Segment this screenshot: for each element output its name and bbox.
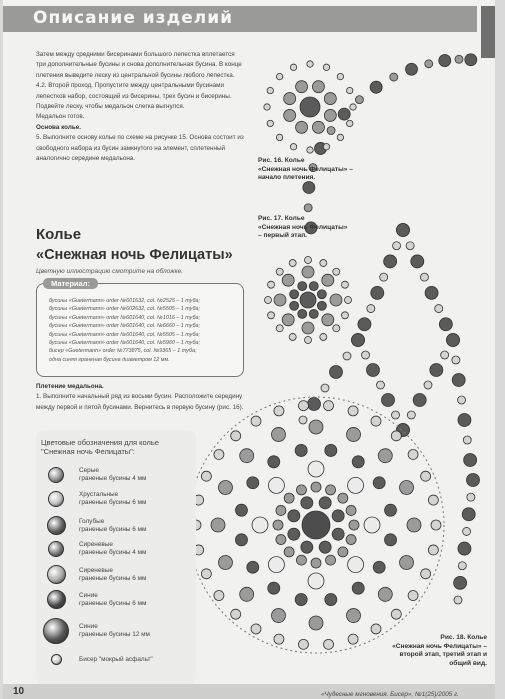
legend-label	[79, 623, 150, 639]
bead	[289, 260, 296, 267]
bead	[348, 406, 358, 416]
bead	[352, 334, 365, 347]
bead	[346, 505, 356, 515]
bead	[341, 281, 348, 288]
bead	[327, 126, 335, 134]
bead	[284, 547, 294, 557]
bead	[463, 436, 471, 444]
bead	[341, 312, 348, 319]
bead	[400, 556, 414, 570]
bead	[276, 505, 286, 515]
legend-label	[79, 491, 146, 507]
bead	[347, 609, 361, 623]
legend-label-line: граненые бусины 6 мм	[79, 599, 147, 607]
bead	[301, 541, 313, 553]
bead	[309, 616, 323, 630]
bead	[268, 557, 284, 573]
bead	[320, 333, 327, 340]
material-item: бусины «Guetermann» order №601640, col. №6660 – 1 туба;	[49, 323, 201, 330]
bead	[295, 444, 307, 456]
bead	[430, 364, 443, 377]
bead	[380, 273, 388, 281]
bead	[337, 134, 343, 140]
bead	[289, 333, 296, 340]
bead	[358, 318, 371, 331]
bead-swatch-icon	[47, 516, 66, 535]
bead	[463, 527, 471, 535]
legend-item	[43, 590, 146, 609]
bead	[408, 449, 418, 459]
material-item: бусины «Guetermann» order №601640, col. №5960 – 1 туба;	[49, 340, 201, 347]
bead	[467, 474, 480, 487]
center-bead	[302, 511, 330, 539]
bead	[454, 576, 467, 589]
bead	[298, 401, 308, 411]
bead	[308, 398, 321, 411]
bead	[391, 609, 401, 619]
legend-label-line: граненые бусины 4 мм	[79, 475, 147, 482]
bead	[299, 416, 307, 424]
bead	[218, 556, 232, 570]
legend-label	[79, 541, 146, 557]
legend-item	[43, 541, 146, 557]
bead	[311, 482, 321, 492]
bead	[435, 305, 443, 313]
bead	[324, 93, 336, 105]
bead	[452, 374, 465, 387]
bead	[214, 591, 224, 601]
bead	[268, 582, 280, 594]
bead	[377, 381, 385, 389]
bead	[349, 520, 359, 530]
page-sheet	[3, 0, 495, 699]
bead	[288, 510, 300, 522]
bead	[382, 394, 395, 407]
bead	[428, 545, 438, 555]
bead	[252, 517, 268, 533]
bead	[276, 535, 286, 545]
bead	[425, 286, 438, 299]
bead	[308, 461, 324, 477]
legend-item	[43, 618, 150, 644]
bead	[425, 60, 433, 68]
bead	[268, 281, 275, 288]
legend-label-line: Сиреневые	[79, 566, 113, 574]
bead	[322, 274, 334, 286]
legend-title: Цветовые обозначения для колье "Снежная ночь Фелицаты":	[41, 438, 159, 456]
bead	[355, 96, 363, 104]
bead	[271, 427, 285, 441]
bead	[274, 406, 284, 416]
bead	[305, 337, 312, 344]
bead	[317, 301, 326, 310]
bead	[317, 290, 326, 299]
material-item: одна синяя граненая бусина диаметром 12 мм.	[49, 356, 170, 363]
material-item: бисер «Guetermann» order №773875, col. №9365 – 1 туба;	[49, 348, 197, 355]
bead	[201, 471, 211, 481]
bead	[332, 528, 344, 540]
intro-paragraph-1: Затем между средними бисеринами большого лепестка вплетается три дополнительные бусины и снова дополнительная бусина. В конце плетения выведите леску из центральной бусины любого лепестка.	[36, 51, 242, 79]
bead	[337, 73, 343, 79]
bead	[338, 493, 348, 503]
legend-label-line: Бисер "мокрый асфальт"	[79, 655, 153, 663]
bead	[211, 518, 225, 532]
bead	[321, 384, 329, 392]
bead	[439, 55, 451, 67]
bead	[312, 81, 324, 93]
bead-swatch-icon	[47, 565, 66, 584]
caption-line: Рис. 17. Колье	[258, 215, 305, 222]
section-subtitle: «Снежная ночь Фелицаты»	[36, 247, 233, 263]
bead	[235, 504, 247, 516]
page-number: 10	[13, 686, 25, 697]
bead	[464, 454, 477, 467]
bead	[420, 273, 428, 281]
bead	[320, 260, 327, 267]
bead	[325, 444, 337, 456]
bead	[295, 594, 307, 606]
bead	[467, 493, 475, 501]
legend-label	[79, 467, 146, 483]
bead	[298, 309, 307, 318]
caption-line: «Снежная ночь Фелицаты» –	[392, 642, 487, 650]
bead	[312, 121, 324, 133]
bead	[322, 314, 334, 326]
bead	[214, 449, 224, 459]
bead	[408, 591, 418, 601]
bead	[458, 562, 466, 570]
bead	[296, 485, 306, 495]
bead	[284, 493, 294, 503]
bead	[421, 471, 431, 481]
bead	[348, 557, 364, 573]
bead	[367, 364, 380, 377]
bead	[407, 411, 415, 419]
material-item: бусины «Guetermann» order №601640, col. №1016 – 1 туба;	[49, 314, 201, 321]
bead	[458, 542, 471, 555]
legend-label-line: граненые бусины 6 мм	[79, 499, 147, 506]
bead	[271, 609, 285, 623]
bead	[367, 305, 375, 313]
bead	[345, 297, 352, 304]
bead	[284, 109, 296, 121]
bead	[309, 309, 318, 318]
bead	[441, 351, 449, 359]
bead	[307, 61, 313, 67]
weaving-paragraph: 1. Выполните начальный ряд из восьми бусин. Расположите середину между первой и пятой бусинами. Вернитесь в первую бусину (рис. 16).	[36, 393, 244, 411]
bead	[390, 73, 398, 81]
bead	[364, 517, 380, 533]
bead	[350, 104, 356, 110]
page-title: Описание изделий	[33, 8, 234, 28]
bead	[282, 314, 294, 326]
material-item: бусины «Guetermann» order №601640, col. №5505 – 1 туба;	[49, 331, 201, 338]
figure-16-caption	[258, 157, 353, 183]
bead	[428, 495, 438, 505]
intro-paragraph-4: 5. Выполните основу колье по схеме на рисунке 15. Основа состоит из свободного набора из бусин замкнутого на элемент, сплетенный аналогично середине медальона.	[36, 134, 244, 163]
bead	[338, 108, 350, 120]
bead	[324, 639, 334, 649]
caption-line: «Снежная ночь Фелицаты»	[258, 223, 348, 231]
legend-label	[79, 592, 146, 608]
bead	[240, 587, 254, 601]
materials-label: Материал:	[43, 278, 98, 289]
bead	[413, 394, 426, 407]
caption-line: – первый этап.	[258, 232, 308, 239]
bead	[391, 431, 401, 441]
legend-label-line: граненые бусины 4 мм	[79, 549, 147, 556]
center-bead	[300, 292, 316, 308]
bead	[325, 594, 337, 606]
legend-label-line: граненые бусины 6 мм	[79, 525, 147, 533]
weaving-heading: Плетение медальона.	[36, 383, 104, 390]
bead	[274, 294, 286, 306]
bead	[373, 477, 385, 489]
bead	[267, 120, 273, 126]
legend-item	[43, 491, 146, 507]
bead	[347, 120, 353, 126]
figure-17-diagram	[265, 257, 352, 344]
bead	[268, 456, 280, 468]
intro-paragraph-3: Медальон готов.	[36, 113, 85, 121]
bead	[201, 569, 211, 579]
legend-label-line: граненые бусины 12 мм	[79, 631, 150, 638]
bead	[347, 427, 361, 441]
bead	[462, 508, 475, 521]
bead	[265, 297, 272, 304]
caption-line: начало плетения.	[258, 174, 316, 181]
bead	[282, 274, 294, 286]
legend-item	[43, 516, 146, 535]
bead	[332, 510, 344, 522]
bead	[454, 596, 462, 604]
bead	[235, 534, 247, 546]
bead	[231, 609, 241, 619]
legend-item	[43, 565, 146, 584]
bead	[264, 104, 270, 110]
caption-line: второй этап, третий этап и	[399, 651, 487, 658]
bead	[458, 414, 471, 427]
bead-swatch-icon	[51, 654, 62, 665]
bead	[276, 73, 282, 79]
intro-heading: Основа колье.	[36, 123, 81, 131]
bead-swatch-icon	[48, 491, 64, 507]
legend-label-line: Синие	[79, 623, 98, 630]
bead	[343, 352, 351, 360]
bead	[455, 55, 463, 63]
bead	[296, 81, 308, 93]
figure-17-caption	[258, 215, 347, 241]
bead-swatch-icon	[48, 467, 64, 483]
bead	[378, 587, 392, 601]
legend-label	[79, 567, 146, 583]
bead	[406, 63, 418, 75]
bead	[218, 480, 232, 494]
bead	[303, 182, 315, 194]
bead	[338, 547, 348, 557]
bead	[290, 64, 296, 70]
bead	[385, 504, 397, 516]
bead	[447, 334, 460, 347]
bead-swatch-icon	[48, 541, 64, 557]
bead	[323, 144, 329, 150]
legend-label-line: Голубые	[79, 517, 105, 525]
legend-label-line: Серые	[79, 467, 99, 474]
center-bead	[300, 97, 320, 117]
cover-note: Цветную иллюстрацию смотрите на обложке.	[36, 268, 184, 275]
bead	[231, 431, 241, 441]
legend-label-line: Синие	[79, 591, 98, 599]
bead	[240, 449, 254, 463]
bead	[319, 497, 331, 509]
bead	[324, 109, 336, 121]
bead	[385, 534, 397, 546]
bead	[309, 420, 323, 434]
bead	[267, 87, 273, 93]
material-item: бусины «Guetermann» order №602632, col. №5505 – 1 туба;	[49, 306, 201, 313]
bead	[333, 325, 340, 332]
legend-label-line: Хрустальные	[79, 491, 119, 498]
bead	[298, 282, 307, 291]
bead	[397, 224, 410, 237]
bead	[276, 268, 283, 275]
caption-line: «Снежная ночь Фелицаты» –	[258, 165, 353, 173]
bead	[421, 569, 431, 579]
bead	[346, 535, 356, 545]
bead	[371, 286, 384, 299]
bead	[400, 480, 414, 494]
bead	[452, 356, 460, 364]
legend-label	[79, 656, 153, 664]
bead	[251, 416, 261, 426]
bead	[290, 290, 299, 299]
bead	[348, 477, 364, 493]
bead	[296, 555, 306, 565]
bead	[371, 624, 381, 634]
bead-swatch-icon	[47, 590, 66, 609]
intro-paragraph-2: 4.2. Второй проход. Пропустите между центральными бусинами лепестков набор, состоящий из бисерины, трех бусин и бисерины. Подвейте леску, чтобы медальон слегка выгнулся.	[36, 82, 232, 111]
bead	[384, 255, 397, 268]
bead	[319, 541, 331, 553]
bead	[371, 416, 381, 426]
bead	[288, 528, 300, 540]
bead	[302, 322, 314, 334]
bead	[378, 449, 392, 463]
bead	[284, 93, 296, 105]
bead	[309, 282, 318, 291]
bead	[301, 497, 313, 509]
bead	[424, 381, 432, 389]
legend-item	[43, 467, 146, 483]
legend-label	[79, 518, 146, 534]
caption-line: общий вид.	[449, 659, 487, 667]
bead	[307, 147, 313, 153]
bead	[251, 624, 261, 634]
bead	[247, 477, 259, 489]
bead	[326, 485, 336, 495]
bead	[439, 318, 452, 331]
bead	[268, 477, 284, 493]
bead	[431, 520, 441, 530]
bead	[370, 81, 382, 93]
bead	[411, 255, 424, 268]
bead	[296, 121, 308, 133]
bead	[330, 366, 343, 379]
figure-18-caption	[377, 634, 487, 668]
bead	[458, 396, 466, 404]
bead	[465, 54, 477, 66]
bead	[330, 294, 342, 306]
section-title: Колье	[36, 226, 82, 243]
bead	[276, 134, 282, 140]
bead	[406, 242, 414, 250]
bead	[333, 268, 340, 275]
bead	[268, 312, 275, 319]
bead	[290, 301, 299, 310]
bead	[298, 639, 308, 649]
caption-line: Рис. 16. Колье	[258, 157, 305, 164]
bead	[347, 87, 353, 93]
bead	[352, 582, 364, 594]
bead	[373, 561, 385, 573]
bead	[308, 573, 324, 589]
material-item: бусины «Guetermann» order №601632, col. №2525 – 1 туба;	[49, 298, 201, 304]
bead	[323, 64, 329, 70]
bead	[302, 266, 314, 278]
bead	[352, 456, 364, 468]
bead	[326, 555, 336, 565]
legend-label-line: Сиреневые	[79, 541, 113, 548]
bead	[324, 401, 334, 411]
caption-line: Рис. 18. Колье	[440, 634, 487, 641]
bead	[305, 257, 312, 264]
bead	[247, 561, 259, 573]
bead	[304, 204, 312, 212]
legend-item	[43, 654, 153, 665]
legend-label-line: граненые бусины 6 мм	[79, 574, 147, 582]
bead	[348, 634, 358, 644]
bead	[362, 351, 370, 359]
bead	[290, 144, 296, 150]
bead-swatch-icon	[43, 618, 69, 644]
bead	[311, 558, 321, 568]
bead	[273, 520, 283, 530]
bead	[392, 411, 400, 419]
figure-16-diagram	[264, 61, 356, 153]
bead	[407, 518, 421, 532]
bead	[276, 325, 283, 332]
bead	[274, 634, 284, 644]
publication-name: «Чудесные мгновения. Бисер», №1(25)/2005 г.	[321, 691, 459, 698]
bead	[393, 242, 401, 250]
